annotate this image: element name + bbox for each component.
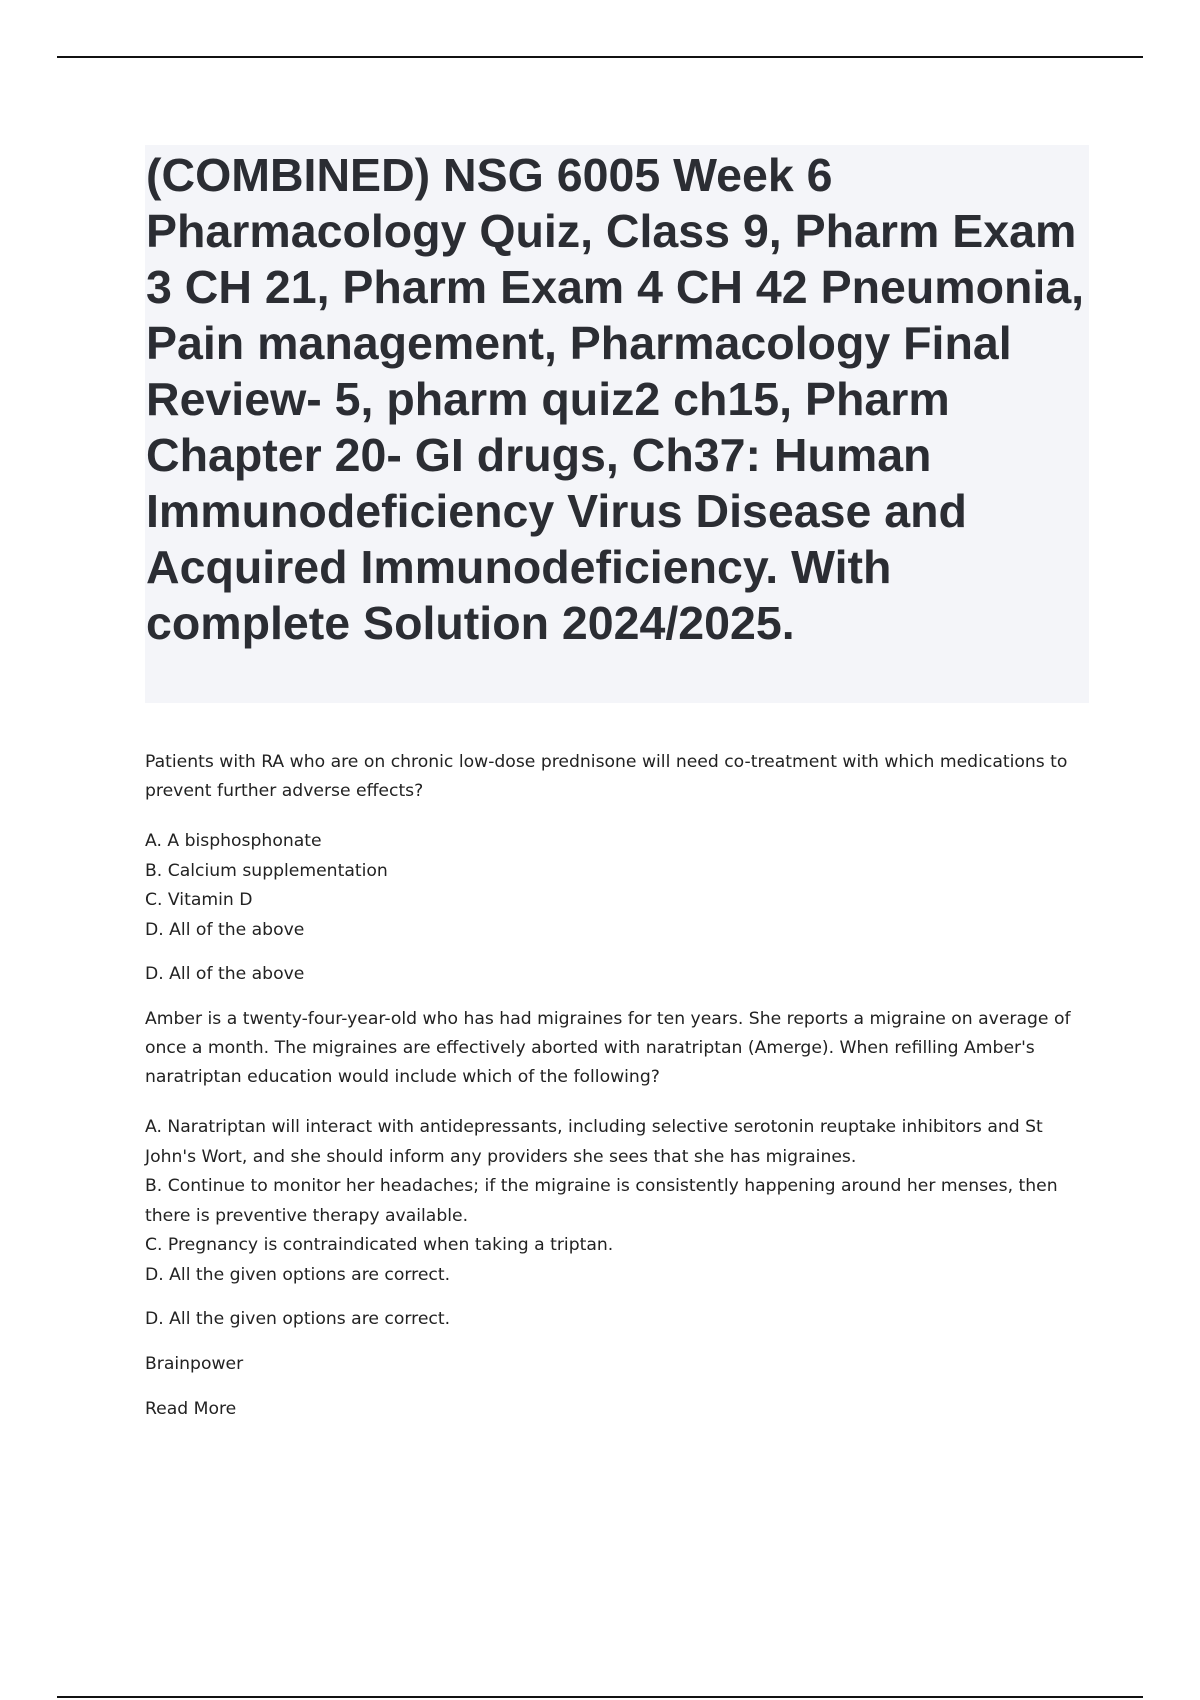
question-2-answer: D. All the given options are correct. (145, 1309, 451, 1329)
question-2-option-d: D. All the given options are correct. (145, 1264, 451, 1285)
question-2-prompt: Amber is a twenty-four-year-old who has had migraines for ten years. She reports a migraine on average of once a month. The migraines are effectively aborted with naratriptan (Amerge). When refilling Amber's naratriptan education would include which of the following? (145, 1009, 1071, 1087)
bottom-divider (57, 1696, 1143, 1698)
read-more-link[interactable]: Read More (145, 1399, 237, 1419)
document-title: (COMBINED) NSG 6005 Week 6 Pharmacology Quiz, Class 9, Pharm Exam 3 CH 21, Pharm Exam 4 CH 42 Pneumonia, Pain management, Pharmacology Final Review- 5, pharm quiz2 ch15, Pharm Chapter 20- GI drugs, Ch37: Human Immunodeficiency Virus Disease and Acquired Immunodeficiency. With complete Solution 2024/2025. (146, 149, 1085, 649)
question-1-option-b: B. Calcium supplementation (145, 860, 388, 881)
question-2-options (145, 1113, 1090, 1290)
question-2-option-a: A. Naratriptan will interact with antidepressants, including selective serotonin reuptake inhibitors and St John's Wort, and she should inform any providers she sees that she has migraines. (145, 1117, 1043, 1167)
question-1-option-d: D. All of the above (145, 919, 305, 940)
question-2-option-b: B. Continue to monitor her headaches; if the migraine is consistently happening around her menses, then there is preventive therapy available. (145, 1176, 1058, 1226)
question-1-prompt: Patients with RA who are on chronic low-dose prednisone will need co-treatment with which medications to prevent further adverse effects? (145, 752, 1068, 801)
title-block (145, 145, 1089, 703)
document-content (145, 748, 1090, 1424)
question-1-answer: D. All of the above (145, 964, 305, 984)
question-2-option-c: C. Pregnancy is contraindicated when taking a triptan. (145, 1235, 614, 1255)
question-1-options (145, 827, 1090, 945)
question-1-option-a: A. A bisphosphonate (145, 831, 322, 851)
source-label: Brainpower (145, 1354, 244, 1374)
question-1-option-c: C. Vitamin D (145, 890, 253, 910)
top-divider (57, 56, 1143, 58)
